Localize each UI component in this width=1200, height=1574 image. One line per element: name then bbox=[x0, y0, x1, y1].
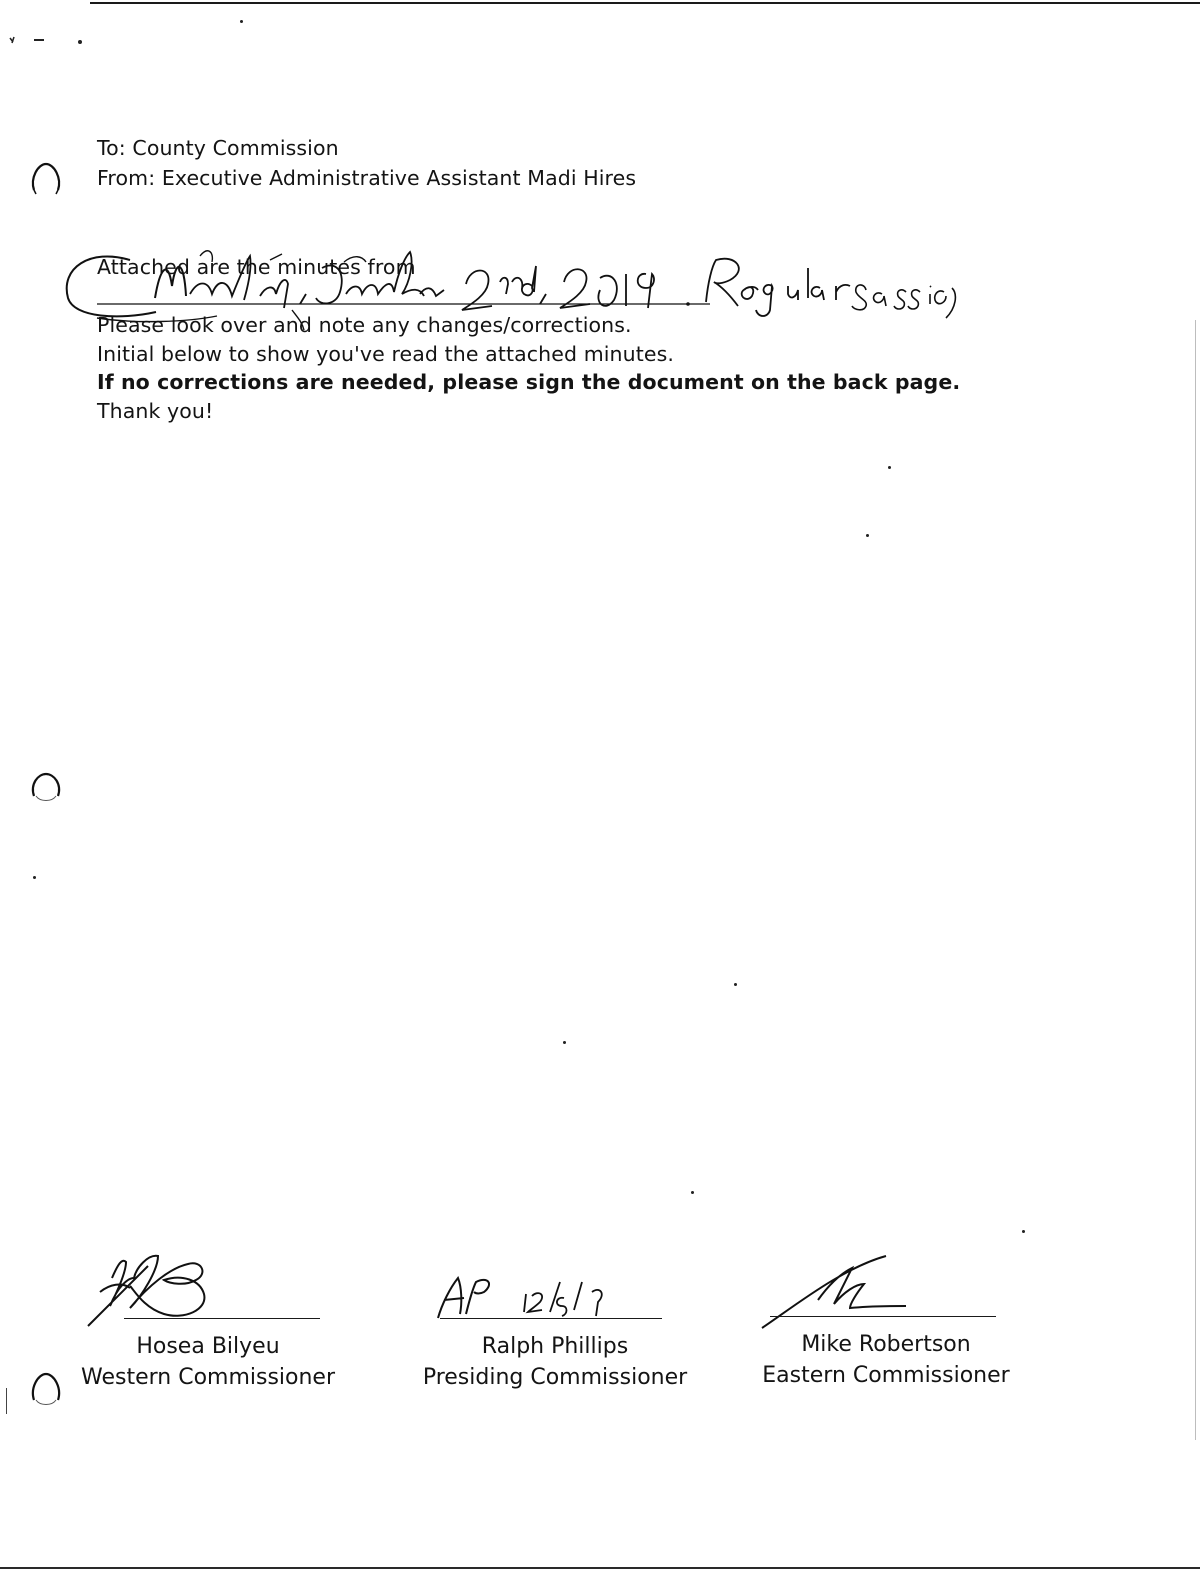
signature-mark-ralph-phillips bbox=[432, 1270, 632, 1324]
memo-initial: Initial below to show you've read the attached minutes. bbox=[97, 342, 674, 366]
punch-hole-icon bbox=[28, 770, 64, 806]
signature-line bbox=[770, 1316, 996, 1317]
signature-line bbox=[440, 1318, 662, 1319]
signer-name: Mike Robertson bbox=[801, 1332, 971, 1357]
signer-name: Hosea Bilyeu bbox=[136, 1334, 280, 1359]
scan-speck bbox=[734, 983, 737, 986]
signer-role: Eastern Commissioner bbox=[762, 1363, 1010, 1388]
scan-speck bbox=[33, 876, 36, 879]
signer-role: Western Commissioner bbox=[80, 1365, 336, 1390]
scan-specks bbox=[8, 32, 88, 48]
signature-mark-mike-robertson bbox=[758, 1252, 918, 1332]
signer-name: Ralph Phillips bbox=[481, 1334, 629, 1359]
scan-speck bbox=[866, 534, 869, 537]
memo-sign-notice: If no corrections are needed, please sign the document on the back page. bbox=[97, 370, 961, 394]
signer-role: Presiding Commissioner bbox=[422, 1365, 688, 1390]
memo-look-over: Please look over and note any changes/corrections. bbox=[97, 313, 632, 337]
scan-speck bbox=[1022, 1230, 1025, 1233]
scan-edge-top bbox=[90, 2, 1200, 4]
scan-speck bbox=[563, 1041, 566, 1044]
memo-attached-line: Attached are the minutes from bbox=[97, 255, 416, 279]
scan-edge-mark bbox=[6, 1388, 7, 1414]
memo-from: From: Executive Administrative Assistant Madi Hires bbox=[97, 166, 637, 190]
scan-speck bbox=[888, 466, 891, 469]
scan-edge-right bbox=[1195, 320, 1196, 1440]
signature-mark-hosea-bilyeu bbox=[82, 1238, 242, 1334]
handwritten-date-entry bbox=[60, 238, 960, 338]
scan-edge-bottom bbox=[0, 1567, 1200, 1569]
memo-thanks: Thank you! bbox=[97, 399, 214, 423]
scan-speck bbox=[691, 1191, 694, 1194]
scan-speck bbox=[240, 20, 243, 23]
memo-to: To: County Commission bbox=[97, 136, 339, 160]
punch-hole-icon bbox=[28, 160, 64, 196]
signature-line bbox=[124, 1318, 320, 1319]
